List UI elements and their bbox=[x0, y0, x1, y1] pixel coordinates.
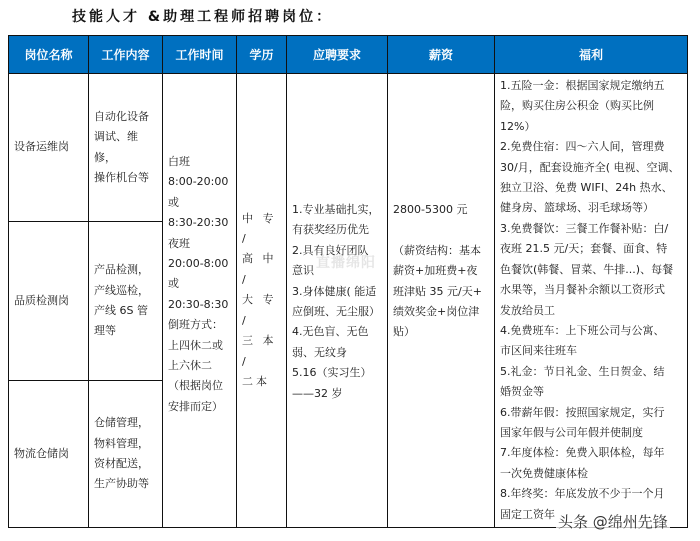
education-line: 大 专 / bbox=[242, 293, 277, 327]
job-content bbox=[89, 74, 163, 222]
education-line: 中 专 / bbox=[242, 211, 277, 246]
requirement-line: 应倒班、无尘服） bbox=[292, 305, 380, 319]
time-line: 8:00-20:00 bbox=[168, 175, 229, 189]
welfare-line: 险，购买住房公积金（购买比例 bbox=[500, 99, 654, 113]
requirement-line: ——32 岁 bbox=[292, 386, 343, 400]
salary-structure-line: 绩效奖金+岗位津 bbox=[393, 305, 480, 319]
welfare-line: 6.带薪年假：按照国家规定，实行 bbox=[500, 405, 665, 419]
work-time bbox=[163, 74, 237, 528]
requirement-line: 4.无色盲、无色 bbox=[292, 325, 369, 339]
content-line: 产品检测， bbox=[94, 263, 149, 277]
recruitment-table bbox=[8, 35, 688, 528]
salary-structure-line: 班津贴 35 元/天+ bbox=[393, 284, 482, 298]
time-line: 20:30-8:30 bbox=[168, 297, 229, 311]
welfare-line: 5.礼金：节日礼金、生日贺金、结 bbox=[500, 364, 665, 378]
content-line: 物料管理， bbox=[94, 436, 149, 450]
education bbox=[237, 74, 287, 528]
welfare-line: 国家年假与公司年假并使制度 bbox=[500, 425, 643, 439]
time-line: 白班 bbox=[168, 155, 190, 168]
welfare-line: 市区间来往班车 bbox=[500, 344, 577, 358]
welfare-line: 夜班 21.5 元/天；套餐、面食、特 bbox=[500, 242, 668, 256]
requirement-line: 有获奖经历优先 bbox=[292, 223, 369, 237]
watermark-source: 头条 @绵州先锋 bbox=[558, 513, 668, 531]
page-title: 技能人才 &助理工程师招聘岗位： bbox=[72, 9, 334, 25]
content-line: 自动化设备 bbox=[94, 109, 149, 123]
welfare-line: 发放给员工 bbox=[500, 303, 555, 317]
content-line: 资材配送， bbox=[94, 457, 149, 470]
education-line: 二本 bbox=[242, 374, 270, 388]
time-line: 20:00-8:00 bbox=[168, 257, 229, 271]
content-line: 操作机台等 bbox=[94, 170, 149, 184]
salary-structure-line: 薪资+加班费+夜 bbox=[393, 264, 478, 278]
welfare-line: 婚贺金等 bbox=[500, 385, 544, 399]
salary-range: 2800-5300 元 bbox=[393, 203, 468, 216]
content-line: 产线巡检， bbox=[94, 283, 149, 297]
time-line: 或 bbox=[168, 277, 179, 291]
job-content bbox=[89, 381, 163, 528]
job-content bbox=[89, 222, 163, 381]
watermark-center: 直播绵阳 bbox=[316, 255, 376, 271]
welfare-line: 水果等，当月餐补余额以工资形式 bbox=[500, 283, 665, 297]
education-line: 三 本 / bbox=[242, 334, 277, 368]
requirement-line: 5.16（实习生） bbox=[292, 366, 372, 380]
time-line: 安排而定） bbox=[168, 399, 223, 413]
welfare-line: 色餐饮(韩餐、冒菜、牛排...)、每餐 bbox=[500, 262, 674, 276]
welfare-line: 8.年终奖：年底发放不少于一个月 bbox=[500, 487, 665, 501]
header-time: 工作时间 bbox=[163, 36, 237, 74]
header-salary: 薪资 bbox=[388, 36, 495, 74]
position-name: 品质检测岗 bbox=[9, 222, 89, 381]
content-line: 生产协助等 bbox=[94, 477, 149, 491]
header-row bbox=[9, 36, 688, 74]
welfare-line: 独立卫浴、免费 WIFI、24h 热水、 bbox=[500, 181, 673, 195]
welfare-line: 12%） bbox=[500, 119, 536, 133]
welfare bbox=[495, 74, 688, 528]
time-line: 8:30-20:30 bbox=[168, 216, 229, 230]
content-line: 调试、维修， bbox=[94, 130, 138, 164]
welfare-line: 7.年度体检：免费入职体检，每年 bbox=[500, 446, 665, 460]
content-line: 仓储管理， bbox=[94, 416, 149, 430]
content-line: 产线 6S 管 bbox=[94, 304, 148, 317]
position-name: 物流仓储岗 bbox=[9, 381, 89, 528]
requirement-line: 意识 bbox=[292, 264, 314, 278]
welfare-line: 一次免费健康体检 bbox=[500, 466, 588, 480]
welfare-line: 3.免费餐饮：三餐工作餐补贴：白/ bbox=[500, 221, 669, 235]
time-line: 上六休二 bbox=[168, 359, 212, 373]
requirement-line: 1.专业基础扎实， bbox=[292, 203, 380, 216]
requirement-line: 2.具有良好团队 bbox=[292, 243, 369, 257]
welfare-line: 30/月，配套设施齐全( 电视、空调、 bbox=[500, 160, 680, 174]
time-line: 夜班 bbox=[168, 236, 190, 250]
position-name: 设备运维岗 bbox=[9, 74, 89, 222]
welfare-line: 2.免费住宿：四～六人间，管理费 bbox=[500, 140, 665, 154]
welfare-line: 健身房、篮球场、羽毛球场等） bbox=[500, 201, 654, 215]
header-requirements: 应聘要求 bbox=[287, 36, 388, 74]
time-line: 或 bbox=[168, 195, 179, 209]
time-line: 上四休二或 bbox=[168, 338, 223, 352]
content-line: 理等 bbox=[94, 324, 116, 338]
welfare-line: 1.五险一金：根据国家规定缴纳五 bbox=[500, 79, 665, 93]
table-row bbox=[9, 74, 688, 222]
welfare-line: 固定工资年 bbox=[500, 507, 555, 521]
time-line: （根据岗位 bbox=[168, 379, 223, 393]
salary-structure-line: （薪资结构：基本 bbox=[393, 243, 481, 257]
header-position: 岗位名称 bbox=[9, 36, 89, 74]
header-welfare: 福利 bbox=[495, 36, 688, 74]
requirement-line: 3.身体健康( 能适 bbox=[292, 284, 377, 298]
time-line: 倒班方式： bbox=[168, 318, 223, 332]
education-line: 高 中 / bbox=[242, 252, 277, 286]
salary-structure-line: 贴） bbox=[393, 325, 415, 339]
requirements bbox=[287, 74, 388, 528]
header-content: 工作内容 bbox=[89, 36, 163, 74]
requirement-line: 弱、无纹身 bbox=[292, 345, 347, 359]
welfare-line: 4.免费班车：上下班公司与公寓、 bbox=[500, 323, 665, 337]
header-education: 学历 bbox=[237, 36, 287, 74]
salary bbox=[388, 74, 495, 528]
